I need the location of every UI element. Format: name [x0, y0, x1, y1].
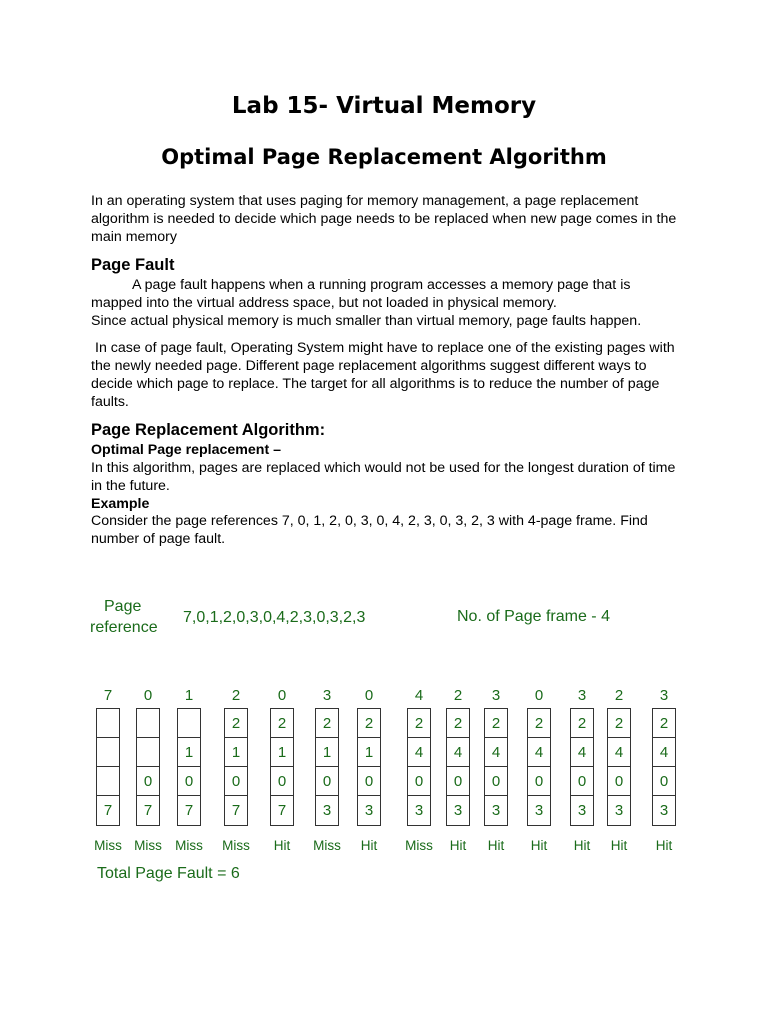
- frame-cell: 0: [358, 767, 380, 796]
- frame-cell: 2: [571, 709, 593, 738]
- frame-cell: 0: [608, 767, 630, 796]
- frame-cell: 0: [485, 767, 507, 796]
- frame-column: [177, 708, 201, 826]
- frame-cell: 0: [447, 767, 469, 796]
- frame-cell: 7: [143, 802, 153, 819]
- frame-cell: 2: [528, 709, 550, 738]
- frame-cell: 2: [358, 709, 380, 738]
- document-subtitle: Optimal Page Replacement Algorithm: [161, 145, 607, 169]
- reference-number: 0: [143, 687, 153, 704]
- frame-column: [570, 708, 594, 826]
- example-text: Consider the page references 7, 0, 1, 2, 0, 3, 0, 4, 2, 3, 0, 3, 2, 3 with 4-page frame. Find number of page fault.: [91, 513, 648, 547]
- frame-cell: 3: [364, 802, 374, 819]
- frame-column: [315, 708, 339, 826]
- frame-cell: 0: [225, 767, 247, 796]
- page-frames-label: No. of Page frame - 4: [457, 608, 610, 625]
- algorithm-description: In this algorithm, pages are replaced which would not be used for the longest duration of time in the future.: [91, 460, 676, 494]
- reference-number: 3: [577, 687, 587, 704]
- step-status: Miss: [405, 838, 433, 853]
- frame-cell: [137, 709, 159, 738]
- frame-cell: [178, 709, 200, 738]
- step-status: Hit: [655, 838, 673, 853]
- frame-cell: 3: [614, 802, 624, 819]
- frame-cell: 3: [414, 802, 424, 819]
- frame-cell: [97, 709, 119, 738]
- frame-cell: [137, 738, 159, 767]
- step-status: Miss: [313, 838, 341, 853]
- frame-column: [607, 708, 631, 826]
- frame-cell: 3: [534, 802, 544, 819]
- frame-column: [136, 708, 160, 826]
- reference-number: 1: [184, 687, 194, 704]
- frame-cell: 0: [528, 767, 550, 796]
- frame-column: [407, 708, 431, 826]
- frame-cell: 4: [485, 738, 507, 767]
- page-fault-paragraph-3: In case of page fault, Operating System might have to replace one of the existing pages with the newly needed page. Different page replacement algorithms suggest different ways to decide which page to replace. The target for all algorithms is to reduce the number of page faults.: [91, 340, 675, 410]
- frame-cell: 2: [271, 709, 293, 738]
- step-status: Hit: [573, 838, 591, 853]
- frame-cell: 1: [358, 738, 380, 767]
- frame-cell: [97, 767, 119, 796]
- frame-column: [446, 708, 470, 826]
- reference-number: 7: [103, 687, 113, 704]
- total-page-fault: Total Page Fault = 6: [97, 865, 240, 882]
- frame-column: [484, 708, 508, 826]
- frame-cell: 7: [231, 802, 241, 819]
- frame-cell: 0: [316, 767, 338, 796]
- frame-cell: 2: [485, 709, 507, 738]
- reference-number: 2: [231, 687, 241, 704]
- frame-cell: [97, 738, 119, 767]
- frame-cell: 0: [571, 767, 593, 796]
- step-status: Miss: [94, 838, 122, 853]
- reference-number: 3: [659, 687, 669, 704]
- frame-cell: 7: [103, 802, 113, 819]
- frame-cell: 2: [447, 709, 469, 738]
- frame-column: [357, 708, 381, 826]
- frame-cell: 7: [184, 802, 194, 819]
- frame-cell: 1: [178, 738, 200, 767]
- frame-cell: 2: [608, 709, 630, 738]
- page-reference-label-line1: Page: [104, 598, 142, 615]
- reference-string: 7,0,1,2,0,3,0,4,2,3,0,3,2,3: [183, 609, 366, 626]
- frame-cell: 7: [277, 802, 287, 819]
- page-reference-label-line2: reference: [90, 619, 158, 636]
- frame-column: [652, 708, 676, 826]
- frame-cell: 2: [408, 709, 430, 738]
- frame-cell: 0: [653, 767, 675, 796]
- frame-cell: 3: [491, 802, 501, 819]
- frame-cell: 2: [653, 709, 675, 738]
- frame-cell: 0: [137, 767, 159, 796]
- frame-cell: 4: [608, 738, 630, 767]
- frame-cell: 4: [653, 738, 675, 767]
- step-status: Hit: [360, 838, 378, 853]
- frame-cell: 4: [408, 738, 430, 767]
- algorithm-heading: Page Replacement Algorithm:: [91, 421, 326, 439]
- frame-cell: 0: [408, 767, 430, 796]
- frame-column: [96, 708, 120, 826]
- frame-cell: 3: [322, 802, 332, 819]
- frame-cell: 0: [271, 767, 293, 796]
- reference-number: 0: [277, 687, 287, 704]
- step-status: Miss: [175, 838, 203, 853]
- reference-number: 3: [322, 687, 332, 704]
- example-label: Example: [91, 496, 150, 512]
- step-status: Hit: [530, 838, 548, 853]
- document-title: Lab 15- Virtual Memory: [231, 93, 537, 119]
- algorithm-subheading: Optimal Page replacement –: [91, 442, 282, 458]
- step-status: Hit: [273, 838, 291, 853]
- reference-number: 4: [414, 687, 424, 704]
- step-status: Hit: [449, 838, 467, 853]
- frame-cell: 2: [316, 709, 338, 738]
- intro-paragraph: In an operating system that uses paging for memory management, a page replacement algorithm is needed to decide which page needs to be replaced when new page comes in the main memory: [91, 193, 677, 245]
- reference-number: 2: [453, 687, 463, 704]
- frame-column: [224, 708, 248, 826]
- page-fault-paragraph-1: A page fault happens when a running program accesses a memory page that is mapped into the virtual address space, but not loaded in physical memory.: [91, 277, 631, 311]
- frame-column: [270, 708, 294, 826]
- page-fault-heading: Page Fault: [91, 256, 175, 274]
- page-fault-paragraph-2: Since actual physical memory is much smaller than virtual memory, page faults happen.: [91, 313, 642, 329]
- reference-number: 2: [614, 687, 624, 704]
- step-status: Miss: [222, 838, 250, 853]
- reference-number: 0: [534, 687, 544, 704]
- frame-cell: 3: [577, 802, 587, 819]
- frame-cell: 4: [571, 738, 593, 767]
- frame-cell: 0: [178, 767, 200, 796]
- frame-cell: 1: [271, 738, 293, 767]
- step-status: Miss: [134, 838, 162, 853]
- frame-cell: 2: [225, 709, 247, 738]
- reference-number: 3: [491, 687, 501, 704]
- step-status: Hit: [487, 838, 505, 853]
- frame-cell: 1: [225, 738, 247, 767]
- step-status: Hit: [610, 838, 628, 853]
- frame-cell: 1: [316, 738, 338, 767]
- reference-number: 0: [364, 687, 374, 704]
- frame-cell: 3: [453, 802, 463, 819]
- frame-cell: 4: [528, 738, 550, 767]
- frame-column: [527, 708, 551, 826]
- frame-cell: 3: [659, 802, 669, 819]
- frame-cell: 4: [447, 738, 469, 767]
